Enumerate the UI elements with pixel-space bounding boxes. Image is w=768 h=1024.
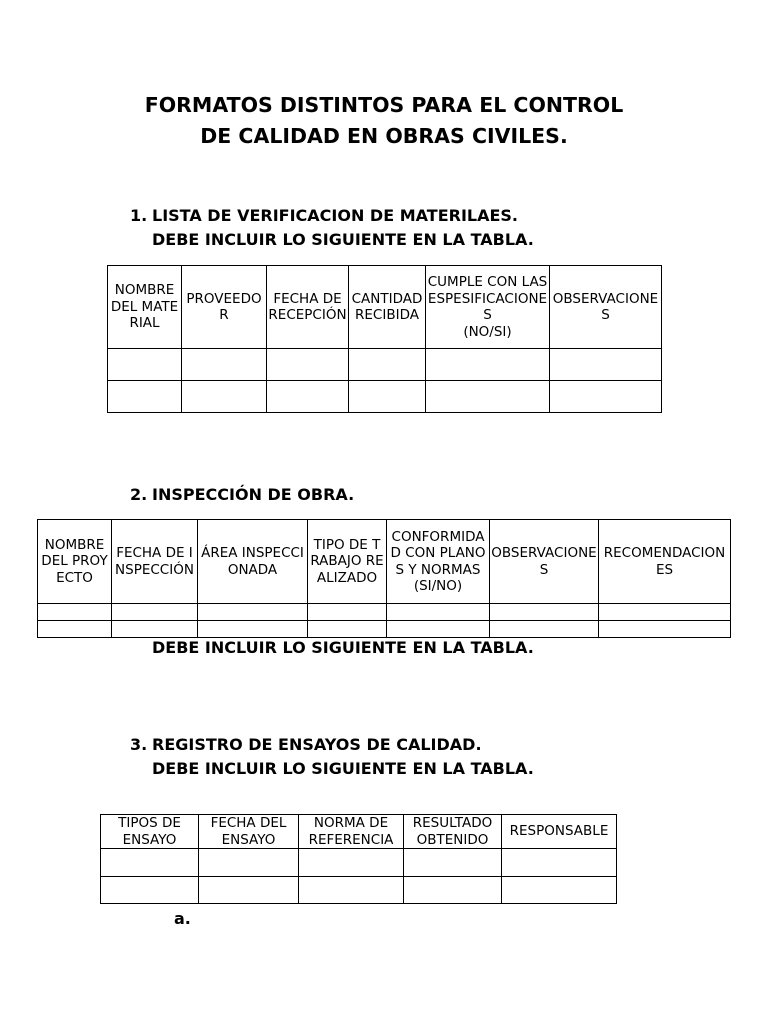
table-cell [308, 621, 387, 638]
section-1-number: 1. [130, 206, 148, 225]
table-cell [490, 604, 599, 621]
table-cell [267, 349, 349, 381]
section-3-heading [130, 733, 534, 781]
column-header: FECHA DEL ENSAYO [199, 815, 299, 849]
table-cell [299, 849, 404, 877]
table-cell [112, 604, 198, 621]
table-cell [101, 877, 199, 904]
column-header: NORMA DE REFERENCIA [299, 815, 404, 849]
column-header: CONFORMIDAD CON PLANOS Y NORMAS (SI/NO) [387, 520, 490, 604]
table-cell [349, 381, 426, 413]
column-header: FECHA DE INSPECCIÓN [112, 520, 198, 604]
table-cell [198, 621, 308, 638]
sublist-marker: a. [174, 909, 191, 928]
section-3-subtitle: DEBE INCLUIR LO SIGUIENTE EN LA TABLA. [152, 759, 534, 778]
column-header: FECHA DE RECEPCIÓN [267, 266, 349, 349]
section-2-title: INSPECCIÓN DE OBRA. [152, 485, 355, 504]
column-header: PROVEEDOR [182, 266, 267, 349]
table-cell [38, 621, 112, 638]
table-cell [502, 849, 617, 877]
table-cell [404, 849, 502, 877]
document-title-line-2: DE CALIDAD EN OBRAS CIVILES. [200, 124, 568, 148]
table-cell [426, 381, 550, 413]
table-cell [38, 604, 112, 621]
column-header: OBSERVACIONES [490, 520, 599, 604]
column-header: RESULTADO OBTENIDO [404, 815, 502, 849]
materials-checklist-table [107, 265, 662, 413]
table-cell [108, 381, 182, 413]
table-cell [387, 621, 490, 638]
table-cell [182, 349, 267, 381]
section-3-title: REGISTRO DE ENSAYOS DE CALIDAD. [152, 735, 482, 754]
section-1-subtitle: DEBE INCLUIR LO SIGUIENTE EN LA TABLA. [152, 230, 534, 249]
table-cell [426, 349, 550, 381]
column-header: RESPONSABLE [502, 815, 617, 849]
site-inspection-table [37, 519, 731, 638]
section-2-note: DEBE INCLUIR LO SIGUIENTE EN LA TABLA. [152, 638, 534, 657]
section-2-number: 2. [130, 485, 148, 504]
table-cell [108, 349, 182, 381]
table-cell [198, 604, 308, 621]
column-header: OBSERVACIONES [550, 266, 662, 349]
table-row [108, 349, 662, 381]
table-cell [502, 877, 617, 904]
column-header: CANTIDAD RECIBIDA [349, 266, 426, 349]
table-cell [199, 849, 299, 877]
table-cell [387, 604, 490, 621]
section-2-heading [130, 483, 354, 507]
column-header: TIPOS DE ENSAYO [101, 815, 199, 849]
table-cell [550, 349, 662, 381]
table-row [38, 621, 731, 638]
table-cell [101, 849, 199, 877]
table-cell [349, 349, 426, 381]
table-cell [599, 621, 731, 638]
column-header: NOMBRE DEL MATERIAL [108, 266, 182, 349]
table-cell [308, 604, 387, 621]
table-cell [299, 877, 404, 904]
table-cell [550, 381, 662, 413]
table-row [101, 877, 617, 904]
table-cell [267, 381, 349, 413]
column-header: ÁREA INSPECCIONADA [198, 520, 308, 604]
column-header: NOMBRE DEL PROYECTO [38, 520, 112, 604]
table-cell [182, 381, 267, 413]
table-cell [490, 621, 599, 638]
section-3-number: 3. [130, 735, 148, 754]
table-cell [599, 604, 731, 621]
table-row [108, 381, 662, 413]
section-1-heading [130, 204, 534, 252]
table-cell [112, 621, 198, 638]
column-header: TIPO DE TRABAJO REALIZADO [308, 520, 387, 604]
table-cell [404, 877, 502, 904]
document-title-line-1: FORMATOS DISTINTOS PARA EL CONTROL [144, 93, 624, 117]
table-row [101, 849, 617, 877]
section-1-title: LISTA DE VERIFICACION DE MATERILAES. [152, 206, 518, 225]
column-header: CUMPLE CON LAS ESPESIFICACIONES (NO/SI) [426, 266, 550, 349]
document-title [0, 90, 768, 152]
column-header: RECOMENDACIONES [599, 520, 731, 604]
table-row [38, 604, 731, 621]
table-cell [199, 877, 299, 904]
quality-tests-table [100, 814, 617, 904]
